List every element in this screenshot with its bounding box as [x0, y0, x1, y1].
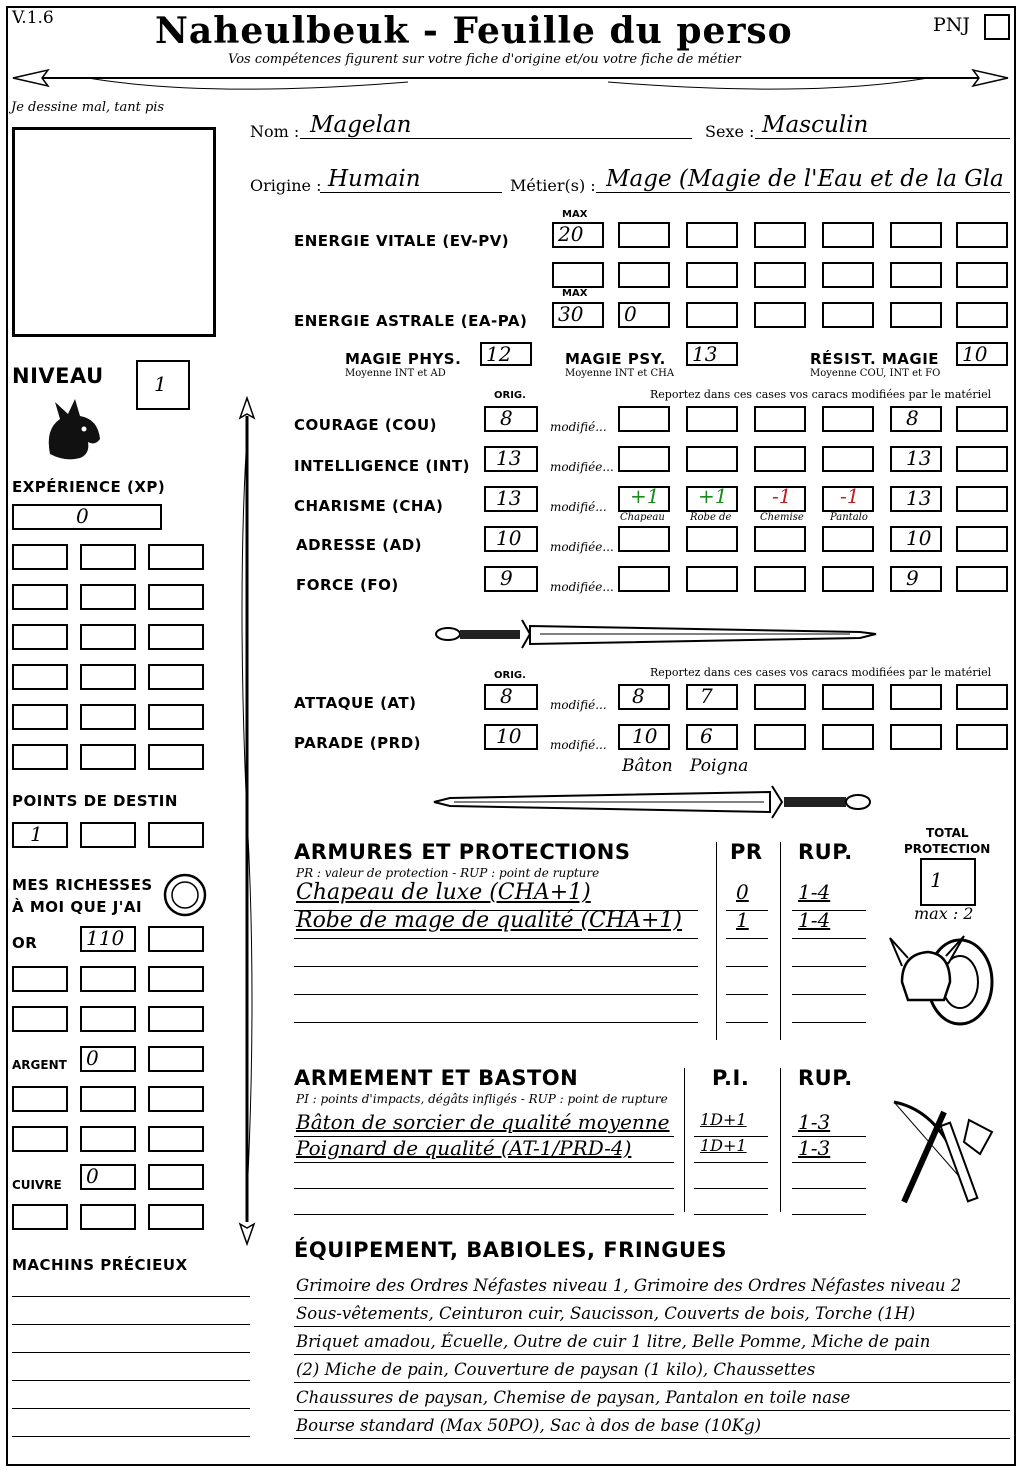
machins-line[interactable] [12, 1436, 250, 1437]
sexe-label: Sexe : [705, 122, 755, 141]
fo-mod-box-1[interactable] [618, 566, 670, 592]
cou-mod-box-1[interactable] [618, 406, 670, 432]
resist-magie-label: RÉSIST. MAGIE [810, 350, 940, 368]
at-mod-box-6[interactable] [956, 684, 1008, 710]
ea-box-3[interactable] [686, 302, 738, 328]
armures-row-line[interactable] [294, 938, 698, 939]
armure-name: Robe de mage de qualité (CHA+1) [296, 908, 682, 933]
ev-box-13[interactable] [890, 262, 942, 288]
ad-mod-box-1[interactable] [618, 526, 670, 552]
armement-name: Bâton de sorcier de qualité moyenne [296, 1110, 670, 1134]
fo-modif-label: modifiée... [550, 580, 614, 594]
ad-label: ADRESSE (AD) [296, 536, 423, 554]
armement-row-line[interactable] [694, 1162, 768, 1163]
ea-box-4[interactable] [754, 302, 806, 328]
xp-box-13[interactable] [12, 704, 68, 730]
ev-max-label: MAX [562, 209, 588, 220]
portrait-caption: Je dessine mal, tant pis [11, 100, 165, 115]
cuivre-box-2[interactable] [148, 1164, 204, 1190]
int-mod-box-1[interactable] [618, 446, 670, 472]
ad-mod-box-5[interactable]: 10 [890, 526, 942, 552]
armures-label: ARMURES ET PROTECTIONS [294, 840, 631, 864]
armement-col-divider-1 [684, 1068, 685, 1212]
cha-mod-source-3: Chemise [760, 512, 804, 523]
xp-box-5[interactable] [80, 584, 136, 610]
fo-mod-box-6[interactable] [956, 566, 1008, 592]
equipement-line[interactable] [294, 1438, 1010, 1439]
armement-rup: 1-3 [798, 1110, 831, 1134]
niveau-label: NIVEAU [12, 364, 104, 388]
cou-mod-box-2[interactable] [686, 406, 738, 432]
cou-mod-box-4[interactable] [822, 406, 874, 432]
cha-mod-box-6[interactable] [956, 486, 1008, 512]
ev-label: ENERGIE VITALE (EV-PV) [294, 232, 510, 250]
prd-mod-box-3[interactable] [754, 724, 806, 750]
weapon-name-1: Bâton [622, 756, 673, 776]
or-box-2[interactable] [148, 926, 204, 952]
cha-orig-box[interactable]: 13 [484, 486, 538, 512]
cou-mod-box-3[interactable] [754, 406, 806, 432]
armures-row-line[interactable] [792, 938, 866, 939]
xp-box-6[interactable] [148, 584, 204, 610]
armement-row-line[interactable] [694, 1214, 768, 1215]
argent-extra-box-2[interactable] [80, 1086, 136, 1112]
armure-rup: 1-4 [798, 880, 831, 904]
armement-row-line[interactable] [294, 1162, 674, 1163]
prd-mod-box-6[interactable] [956, 724, 1008, 750]
xp-box-16[interactable] [12, 744, 68, 770]
argent-extra-box-4[interactable] [12, 1126, 68, 1152]
ea-box-6[interactable] [890, 302, 942, 328]
prd-mod-box-5[interactable] [890, 724, 942, 750]
richesses-label-2: À MOI QUE J'AI [12, 898, 143, 916]
equipement-text: (2) Miche de pain, Couverture de paysan (1 kilo), Chaussettes [296, 1360, 816, 1379]
armement-row-line[interactable] [694, 1188, 768, 1189]
destin-box-1[interactable]: 1 [12, 822, 68, 848]
xp-box-9[interactable] [148, 624, 204, 650]
xp-box-14[interactable] [80, 704, 136, 730]
prd-label: PARADE (PRD) [294, 734, 422, 752]
armement-row-line[interactable] [792, 1214, 866, 1215]
ev-box-8[interactable] [552, 262, 604, 288]
cha-mod-2: +1 [698, 484, 728, 508]
cou-label: COURAGE (COU) [294, 416, 438, 434]
ea-box-2[interactable]: 0 [618, 302, 670, 328]
ev-box-3[interactable] [686, 222, 738, 248]
armures-row-line[interactable] [792, 966, 866, 967]
at-orig-box[interactable]: 8 [484, 684, 538, 710]
armement-label: ARMEMENT ET BASTON [294, 1066, 579, 1090]
equipement-text: Briquet amadou, Écuelle, Outre de cuir 1 litre, Belle Pomme, Miche de pain [296, 1332, 931, 1351]
cuivre-box[interactable]: 0 [80, 1164, 136, 1190]
magie-phys-note: Moyenne INT et AD [345, 368, 446, 379]
prd-modif-label: modifié... [550, 738, 607, 752]
cha-mod-1: +1 [630, 484, 660, 508]
cha-mod-3: -1 [772, 484, 792, 508]
armement-name: Poignard de qualité (AT-1/PRD-4) [296, 1136, 632, 1160]
fo-mod-box-4[interactable] [822, 566, 874, 592]
armement-row-line[interactable] [792, 1162, 866, 1163]
at-label: ATTAQUE (AT) [294, 694, 417, 712]
xp-box-10[interactable] [12, 664, 68, 690]
cha-mod-source-4: Pantalo [830, 512, 868, 523]
metier-value: Mage (Magie de l'Eau et de la Gla [606, 166, 1004, 192]
dragon-icon [40, 394, 106, 464]
armement-row-line[interactable] [792, 1188, 866, 1189]
portrait-box[interactable] [12, 127, 216, 337]
xp-box-12[interactable] [148, 664, 204, 690]
int-mod-box-6[interactable] [956, 446, 1008, 472]
ea-max-label: MAX [562, 288, 588, 299]
armure-name: Chapeau de luxe (CHA+1) [296, 880, 591, 905]
armures-row-line[interactable] [294, 1022, 698, 1023]
fo-mod-box-2[interactable] [686, 566, 738, 592]
machins-line[interactable] [12, 1408, 250, 1409]
pnj-checkbox[interactable] [984, 14, 1010, 40]
or-extra-box-1[interactable] [12, 966, 68, 992]
xp-box-15[interactable] [148, 704, 204, 730]
equipement-line[interactable] [294, 1410, 1010, 1411]
armures-row-line[interactable] [726, 938, 768, 939]
armement-pi-header: P.I. [712, 1066, 750, 1090]
sheet-subtitle: Vos compétences figurent sur votre fiche d'origine et/ou votre fiche de métier [228, 52, 741, 67]
weapon-name-2: Poigna [690, 756, 749, 776]
pnj-label: PNJ [933, 14, 971, 36]
richesses-label-1: MES RICHESSES [12, 876, 153, 894]
xp-box-11[interactable] [80, 664, 136, 690]
fo-label: FORCE (FO) [296, 576, 399, 594]
spear-icon [232, 396, 262, 1246]
equipement-label: ÉQUIPEMENT, BABIOLES, FRINGUES [294, 1238, 727, 1262]
ad-mod-box-6[interactable] [956, 526, 1008, 552]
argent-extra-box-5[interactable] [80, 1126, 136, 1152]
nom-value: Magelan [310, 112, 412, 138]
ev-box-5[interactable] [822, 222, 874, 248]
magie-phys-label: MAGIE PHYS. [345, 350, 462, 368]
cuivre-label: CUIVRE [12, 1178, 62, 1192]
report-note-combat: Reportez dans ces cases vos caracs modifiées par le matériel [650, 666, 992, 679]
argent-extra-box-1[interactable] [12, 1086, 68, 1112]
int-mod-box-2[interactable] [686, 446, 738, 472]
at-modif-label: modifié... [550, 698, 607, 712]
destin-box-2[interactable] [80, 822, 136, 848]
fo-mod-box-3[interactable] [754, 566, 806, 592]
int-mod-box-4[interactable] [822, 446, 874, 472]
armement-pi: 1D+1 [700, 1136, 747, 1155]
helmet-shield-icon [888, 930, 998, 1030]
cuivre-extra-box-2[interactable] [80, 1204, 136, 1230]
cuivre-extra-box-3[interactable] [148, 1204, 204, 1230]
ea-box-1[interactable]: 30 [552, 302, 604, 328]
fo-orig-box[interactable]: 9 [484, 566, 538, 592]
prd-mod-box-2[interactable]: 6 [686, 724, 738, 750]
cha-mod-source-1: Chapeau [620, 512, 665, 523]
magie-psy-label: MAGIE PSY. [565, 350, 666, 368]
argent-extra-box-3[interactable] [148, 1086, 204, 1112]
magie-psy-note: Moyenne INT et CHA [565, 368, 675, 379]
machins-line[interactable] [12, 1324, 250, 1325]
armement-col-divider-2 [780, 1068, 781, 1212]
destin-label: POINTS DE DESTIN [12, 792, 178, 810]
armement-pi: 1D+1 [700, 1110, 747, 1129]
armure-pr: 1 [736, 908, 749, 932]
or-extra-box-2[interactable] [80, 966, 136, 992]
xp-box-17[interactable] [80, 744, 136, 770]
total-protection-box[interactable]: 1 [920, 858, 976, 906]
equipement-text: Bourse standard (Max 50PO), Sac à dos de base (10Kg) [296, 1416, 762, 1435]
ea-label: ENERGIE ASTRALE (EA-PA) [294, 312, 528, 330]
origine-value: Humain [328, 166, 421, 192]
cou-mod-box-6[interactable] [956, 406, 1008, 432]
ad-mod-box-4[interactable] [822, 526, 874, 552]
equipement-line[interactable] [294, 1326, 1010, 1327]
int-orig-box[interactable]: 13 [484, 446, 538, 472]
ad-mod-box-3[interactable] [754, 526, 806, 552]
prd-mod-box-1[interactable]: 10 [618, 724, 670, 750]
equipement-line[interactable] [294, 1298, 1010, 1299]
ad-orig-box[interactable]: 10 [484, 526, 538, 552]
or-extra-box-5[interactable] [80, 1006, 136, 1032]
cha-modif-label: modifié... [550, 500, 607, 514]
int-mod-box-5[interactable]: 13 [890, 446, 942, 472]
or-label: OR [12, 934, 38, 952]
armures-rup-header: RUP. [798, 840, 853, 864]
armement-note: PI : points d'impacts, dégâts infligés - RUP : point de rupture [296, 1092, 668, 1106]
metier-label: Métier(s) : [510, 176, 596, 195]
cha-mod-source-2: Robe de [690, 512, 732, 523]
armures-row-line[interactable] [792, 994, 866, 995]
prd-orig-box[interactable]: 10 [484, 724, 538, 750]
ad-modif-label: modifiée... [550, 540, 614, 554]
armement-row-line[interactable] [294, 1214, 674, 1215]
total-protection-label-2: PROTECTION [904, 842, 991, 856]
machins-line[interactable] [12, 1352, 250, 1353]
coin-icon [162, 872, 208, 918]
or-extra-box-3[interactable] [148, 966, 204, 992]
equipement-text: Sous-vêtements, Ceinturon cuir, Saucisson, Couverts de bois, Torche (1H) [296, 1304, 916, 1323]
armement-row-line[interactable] [294, 1188, 674, 1189]
armures-col-divider-1 [716, 842, 717, 1040]
armure-pr: 0 [736, 880, 749, 904]
ev-box-14[interactable] [956, 262, 1008, 288]
magie-psy-box[interactable]: 13 [686, 342, 738, 366]
ev-box-10[interactable] [686, 262, 738, 288]
cou-modif-label: modifié... [550, 420, 607, 434]
nom-label: Nom : [250, 122, 300, 141]
xp-box-4[interactable] [12, 584, 68, 610]
ev-box-4[interactable] [754, 222, 806, 248]
fo-mod-box-5[interactable]: 9 [890, 566, 942, 592]
cuivre-extra-box-1[interactable] [12, 1204, 68, 1230]
cha-mod-box-5[interactable]: 13 [890, 486, 942, 512]
equipement-line[interactable] [294, 1382, 1010, 1383]
armures-row-line[interactable] [726, 994, 768, 995]
sword-icon [430, 612, 880, 658]
armures-pr-header: PR [730, 840, 763, 864]
at-mod-box-2[interactable]: 7 [686, 684, 738, 710]
at-mod-box-3[interactable] [754, 684, 806, 710]
argent-extra-box-6[interactable] [148, 1126, 204, 1152]
cou-orig-box[interactable]: 8 [484, 406, 538, 432]
argent-box-2[interactable] [148, 1046, 204, 1072]
or-box[interactable]: 110 [80, 926, 136, 952]
armures-row-line[interactable] [294, 994, 698, 995]
armures-note: PR : valeur de protection - RUP : point de rupture [296, 866, 600, 880]
armures-row-line[interactable] [726, 966, 768, 967]
destin-box-3[interactable] [148, 822, 204, 848]
ea-box-7[interactable] [956, 302, 1008, 328]
cha-label: CHARISME (CHA) [294, 497, 444, 515]
weapons-icon [884, 1092, 1004, 1216]
armement-rup-header: RUP. [798, 1066, 853, 1090]
or-extra-box-6[interactable] [148, 1006, 204, 1032]
total-protection-label-1: TOTAL [926, 826, 969, 840]
armure-rup: 1-4 [798, 908, 831, 932]
xp-box-2[interactable] [80, 544, 136, 570]
at-mod-box-4[interactable] [822, 684, 874, 710]
total-protection-max: max : 2 [914, 904, 974, 923]
orig-label-combat: ORIG. [494, 670, 526, 681]
resist-magie-box[interactable]: 10 [956, 342, 1008, 366]
xp-box-7[interactable] [12, 624, 68, 650]
sheet-title: Naheulbeuk - Feuille du perso [155, 10, 793, 52]
resist-magie-note: Moyenne COU, INT et FO [810, 368, 941, 379]
argent-box[interactable]: 0 [80, 1046, 136, 1072]
cha-mod-4: -1 [840, 484, 860, 508]
ev-box-11[interactable] [754, 262, 806, 288]
armures-row-line[interactable] [726, 1022, 768, 1023]
sexe-value: Masculin [762, 112, 869, 138]
xp-label: EXPÉRIENCE (XP) [12, 478, 166, 496]
equipement-text: Chaussures de paysan, Chemise de paysan, Pantalon en toile nase [296, 1388, 851, 1407]
report-note: Reportez dans ces cases vos caracs modifiées par le matériel [650, 388, 992, 401]
or-extra-box-4[interactable] [12, 1006, 68, 1032]
xp-box-18[interactable] [148, 744, 204, 770]
xp-box-8[interactable] [80, 624, 136, 650]
int-modif-label: modifiée... [550, 460, 614, 474]
ad-mod-box-2[interactable] [686, 526, 738, 552]
machins-line[interactable] [12, 1380, 250, 1381]
equipement-text: Grimoire des Ordres Néfastes niveau 1, Grimoire des Ordres Néfastes niveau 2 [296, 1276, 962, 1295]
prd-mod-box-4[interactable] [822, 724, 874, 750]
armures-row-line[interactable] [294, 966, 698, 967]
armures-row-line[interactable] [792, 1022, 866, 1023]
int-label: INTELLIGENCE (INT) [294, 457, 470, 475]
xp-box-1[interactable] [12, 544, 68, 570]
int-mod-box-3[interactable] [754, 446, 806, 472]
machins-label: MACHINS PRÉCIEUX [12, 1256, 188, 1274]
equipement-line[interactable] [294, 1354, 1010, 1355]
version-label: V.1.6 [12, 8, 54, 28]
magie-phys-box[interactable]: 12 [480, 342, 532, 366]
ev-box-1[interactable]: 20 [552, 222, 604, 248]
xp-box-3[interactable] [148, 544, 204, 570]
at-mod-box-5[interactable] [890, 684, 942, 710]
cou-mod-box-5[interactable]: 8 [890, 406, 942, 432]
ev-box-6[interactable] [890, 222, 942, 248]
orig-label: ORIG. [494, 390, 526, 401]
armures-col-divider-2 [780, 842, 781, 1040]
xp-box[interactable]: 0 [12, 504, 162, 530]
ev-box-9[interactable] [618, 262, 670, 288]
origine-label: Origine : [250, 176, 322, 195]
armement-rup: 1-3 [798, 1136, 831, 1160]
machins-line[interactable] [12, 1296, 250, 1297]
sword-icon-2 [430, 780, 880, 826]
ev-box-12[interactable] [822, 262, 874, 288]
ev-box-7[interactable] [956, 222, 1008, 248]
spear-divider-icon [8, 64, 1018, 104]
ea-box-5[interactable] [822, 302, 874, 328]
ev-box-2[interactable] [618, 222, 670, 248]
argent-label: ARGENT [12, 1058, 67, 1072]
at-mod-box-1[interactable]: 8 [618, 684, 670, 710]
niveau-box[interactable]: 1 [136, 360, 190, 410]
